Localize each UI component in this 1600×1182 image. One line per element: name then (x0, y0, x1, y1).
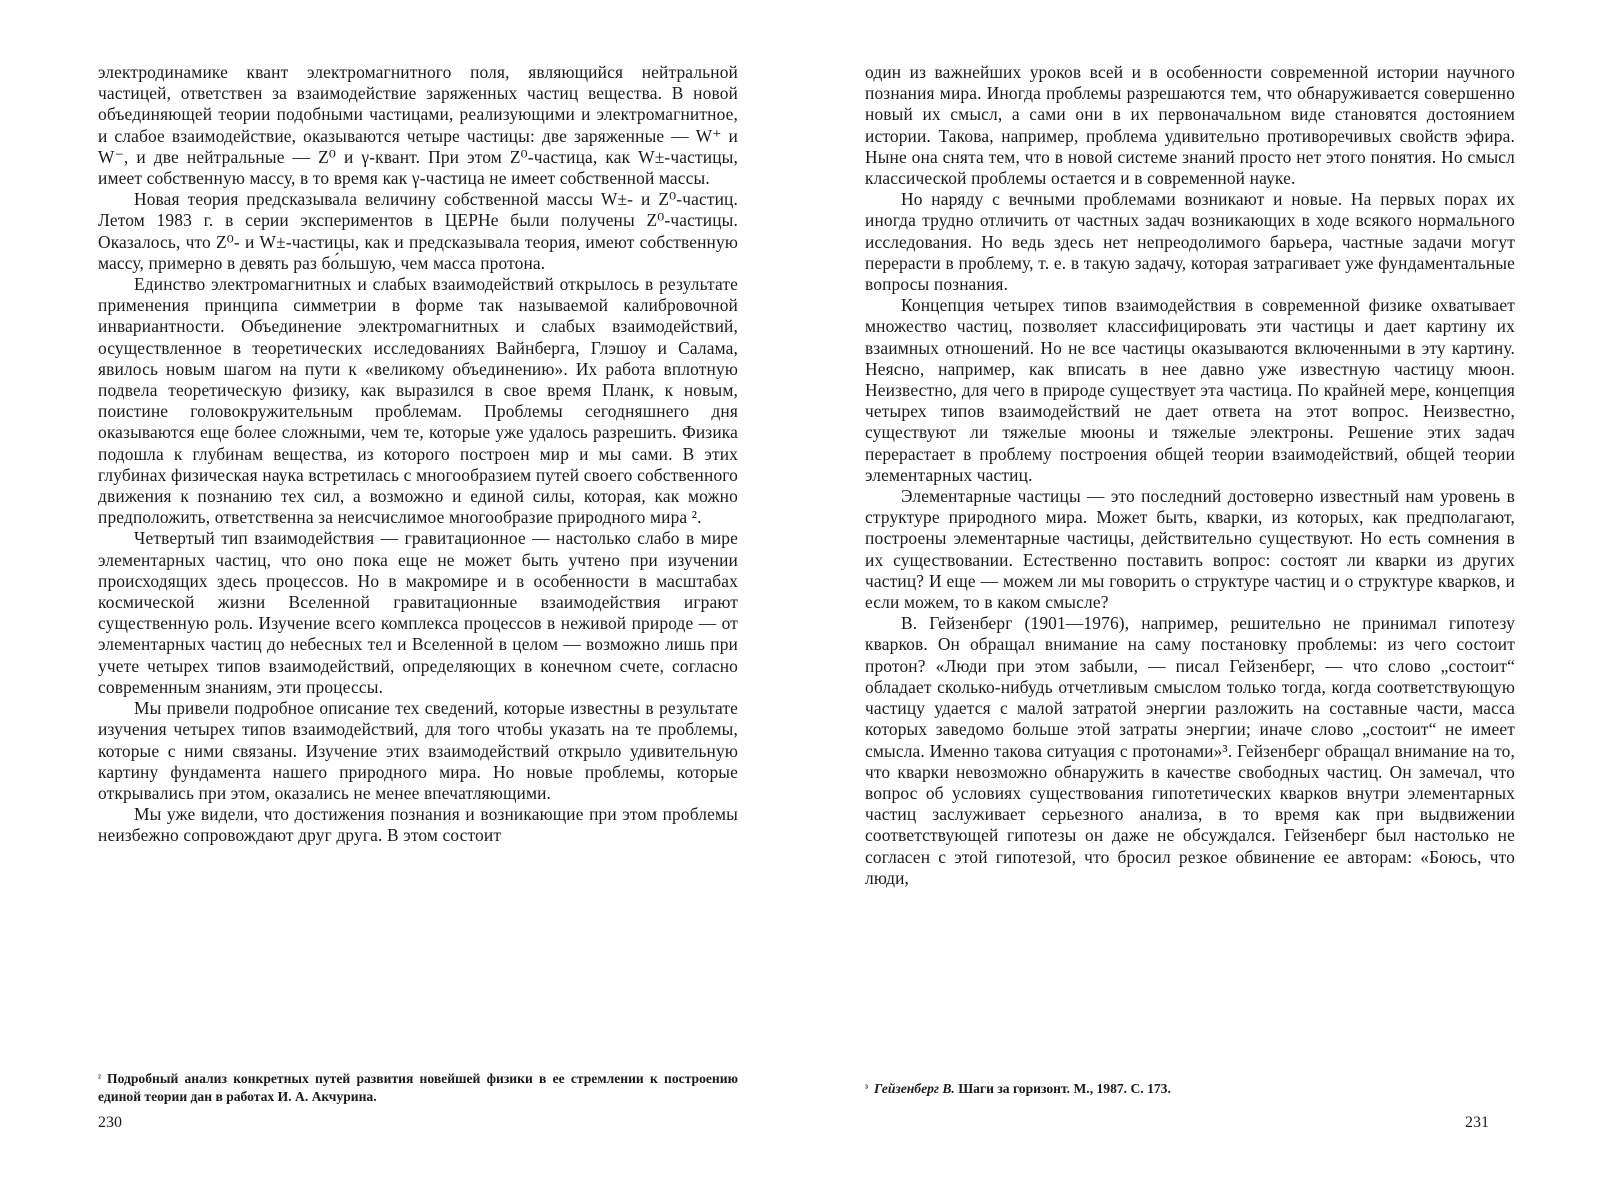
footnote-text: Шаги за горизонт. М., 1987. С. 173. (958, 1081, 1171, 1096)
paragraph: Новая теория предсказывала величину собственной массы W±- и Z⁰-частиц. Летом 1983 г. в серии экспериментов в ЦЕРНе были получены Z⁰-частицы. Оказалось, что Z⁰- и W±-частицы, как и предсказывала теория, имеют собственную массу, примерно в девять раз бо́льшую, чем масса протона. (98, 189, 738, 273)
paragraph: Единство электромагнитных и слабых взаимодействий открылось в результате применения принципа симметрии в форме так называемой калибровочной инвариантности. Объединение электромагнитных и слабых взаимодействий, осуществленное в теоретических исследованиях Вайнберга, Глэшоу и Салама, явилось новым шагом на пути к «великому объединению». Их работа вплотную подвела теоретическую физику, как выразился в свое время Планк, к новым, поистине головокружительным проблемам. Проблемы сегодняшнего дня оказываются еще более сложными, чем те, которые уже удалось разрешить. Физика подошла к глубинам вещества, из которого построен мир и мы сами. В этих глубинах физическая наука встретилась с многообразием путей своего собственного движения к познанию тех сил, а возможно и единой силы, которая, как можно предположить, ответственна за неисчислимое многообразие природного мира ². (98, 274, 738, 528)
left-page-body (98, 62, 738, 847)
left-page-footnote (98, 1070, 738, 1106)
paragraph: один из важнейших уроков всей и в особенности современной истории научного познания мира. Иногда проблемы разрешаются тем, что обнаруживается совершенно новый их смысл, а сами они в их первоначальном виде становятся достоянием истории. Такова, например, проблема удивительно противоречивых свойств эфира. Ныне она снята тем, что в новой системе знаний просто нет этого понятия. Но смысл классической проблемы остается и в современной науке. (865, 62, 1515, 189)
footnote-marker: ² (98, 1073, 101, 1084)
footnote-text: Подробный анализ конкретных путей развития новейшей физики в ее стремлении к построению единой теории дан в работах И. А. Акчурина. (98, 1071, 738, 1104)
page-number: 231 (1465, 1114, 1489, 1131)
paragraph: Мы привели подробное описание тех сведений, которые известны в результате изучения четырех типов взаимодействий, для того чтобы указать на те проблемы, которые с ними связаны. Изучение этих взаимодействий открыло удивительную картину фундамента нашего природного мира. Но новые проблемы, которые открывались при этом, оказались не менее впечатляющими. (98, 698, 738, 803)
paragraph: Мы уже видели, что достижения познания и возникающие при этом проблемы неизбежно сопровождают друг друга. В этом состоит (98, 804, 738, 846)
paragraph: Четвертый тип взаимодействия — гравитационное — настолько слабо в мире элементарных частиц, что оно пока еще не может быть учтено при изучении происходящих здесь процессов. Но в макромире и в особенности в масштабах космической жизни Вселенной гравитационные взаимодействия играют существенную роль. Изучение всего комплекса процессов в неживой природе — от элементарных частиц до небесных тел и Вселенной в целом — возможно лишь при учете четырех типов взаимодействий, определяющих в конечном счете, согласно современным знаниям, эти процессы. (98, 528, 738, 697)
page-number: 230 (98, 1114, 122, 1131)
footnote-marker: ³ (865, 1083, 868, 1094)
right-page-body (865, 62, 1515, 889)
left-page (0, 0, 790, 1182)
footnote-author: Гейзенберг В. (874, 1081, 955, 1096)
right-page-footnote (865, 1080, 1515, 1098)
paragraph: Но наряду с вечными проблемами возникают и новые. На первых порах их иногда трудно отличить от частных задач возникающих в ходе всякого нормального исследования. Но ведь здесь нет непреодолимого барьера, частные задачи могут перерасти в проблему, т. е. в такую задачу, которая затрагивает уже фундаментальные вопросы познания. (865, 189, 1515, 295)
paragraph: В. Гейзенберг (1901—1976), например, решительно не принимал гипотезу кварков. Он обращал внимание на саму постановку проблемы: из чего состоит протон? «Люди при этом забыли, — писал Гейзенберг, — что слово „состоит“ обладает сколько-нибудь отчетливым смыслом только тогда, когда соответствующую частицу удается с малой затратой энергии разложить на составные части, масса которых заведомо больше этой затраты энергии; иначе слово „состоит“ не имеет смысла. Именно такова ситуация с протонами»³. Гейзенберг обращал внимание на то, что кварки невозможно обнаружить в качестве свободных частиц. Он замечал, что вопрос об условиях существования гипотетических кварков внутри элементарных частиц заслуживает серьезного анализа, в то время как при выдвижении соответствующей гипотезы он даже не обсуждался. Гейзенберг был настолько не согласен с этой гипотезой, что бросил резкое обвинение ее авторам: «Боюсь, что люди, (865, 613, 1515, 888)
paragraph: электродинамике квант электромагнитного поля, являющийся нейтральной частицей, ответствен за взаимодействие заряженных частиц вещества. В новой объединяющей теории подобными частицами, реализующими и электромагнитное, и слабое взаимодействие, оказываются четыре частицы: две заряженные — W⁺ и W⁻, и две нейтральные — Z⁰ и γ-квант. При этом Z⁰-частица, как W±-частицы, имеет собственную массу, в то время как γ-частица не имеет собственной массы. (98, 62, 738, 189)
right-page (810, 0, 1600, 1182)
paragraph: Концепция четырех типов взаимодействия в современной физике охватывает множество частиц, позволяет классифицировать эти частицы и дает картину их взаимных отношений. Но не все частицы оказываются включенными в эту картину. Неясно, например, как вписать в нее давно уже известную частицу мюон. Неизвестно, для чего в природе существует эта частица. По крайней мере, концепция четырех типов взаимодействий не дает ответа на этот вопрос. Неизвестно, существуют ли тяжелые мюоны и тяжелые электроны. Решение этих задач перерастает в проблему построения общей теории взаимодействий, общей теории элементарных частиц. (865, 295, 1515, 485)
paragraph: Элементарные частицы — это последний достоверно известный нам уровень в структуре природного мира. Может быть, кварки, из которых, как предполагают, построены элементарные частицы, действительно существуют. Но есть сомнения в их существовании. Естественно поставить вопрос: состоят ли кварки из других частиц? И еще — можем ли мы говорить о структуре частиц и о структуре кварков, и если можем, то в каком смысле? (865, 486, 1515, 613)
